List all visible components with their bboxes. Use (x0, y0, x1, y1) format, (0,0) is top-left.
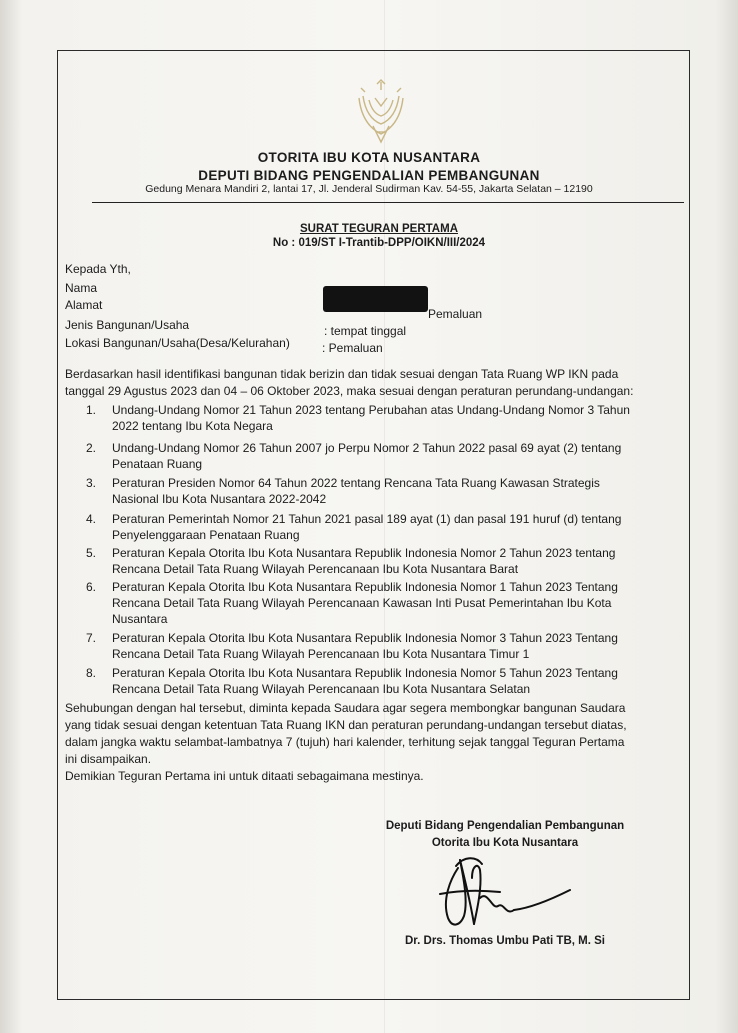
list-number: 6. (86, 580, 97, 594)
department-name: DEPUTI BIDANG PENGENDALIAN PEMBANGUNAN (198, 168, 540, 183)
closing-line-4: ini disampaikan. (65, 752, 152, 766)
list-text: Peraturan Kepala Otorita Ibu Kota Nusantara Republik Indonesia Nomor 5 Tahun 2023 Tentang (112, 666, 618, 680)
list-text: Penyelenggaraan Penataan Ruang (112, 528, 300, 542)
signer-name: Dr. Drs. Thomas Umbu Pati TB, M. Si (404, 935, 605, 947)
recipient-greeting: Kepada Yth, (65, 262, 131, 276)
garuda-emblem-icon (355, 76, 407, 148)
list-text: Peraturan Kepala Otorita Ibu Kota Nusantara Republik Indonesia Nomor 3 Tahun 2023 Tentang (112, 631, 618, 645)
letter-number: No : 019/ST I-Trantib-DPP/OIKN/III/2024 (272, 237, 486, 249)
list-text: 2022 tentang Ibu Kota Negara (112, 419, 273, 433)
list-number: 8. (86, 666, 97, 680)
list-text: Peraturan Presiden Nomor 64 Tahun 2022 tentang Rencana Tata Ruang Kawasan Strategis (112, 476, 600, 490)
list-text: Peraturan Kepala Otorita Ibu Kota Nusantara Republik Indonesia Nomor 2 Tahun 2023 tentang (112, 546, 616, 560)
list-text: Rencana Detail Tata Ruang Wilayah Perencanaan Ibu Kota Nusantara Barat (112, 562, 519, 576)
redacted-block (323, 286, 428, 312)
building-type-label: Jenis Bangunan/Usaha (65, 318, 190, 332)
closing-line-1: Sehubungan dengan hal tersebut, diminta kepada Saudara agar segera membongkar bangunan Saudara (65, 701, 626, 715)
list-number: 3. (86, 476, 97, 490)
list-text: Rencana Detail Tata Ruang Wilayah Perencanaan Ibu Kota Nusantara Timur 1 (112, 647, 530, 661)
address-label: Alamat (65, 298, 103, 312)
location-label: Lokasi Bangunan/Usaha(Desa/Kelurahan) (65, 336, 290, 350)
list-number: 5. (86, 546, 97, 560)
list-text: Nasional Ibu Kota Nusantara 2022-2042 (112, 492, 327, 506)
address-value: Pemaluan (428, 307, 483, 321)
list-text: Peraturan Pemerintah Nomor 21 Tahun 2021 pasal 189 ayat (1) dan pasal 191 huruf (d) tentang (112, 512, 622, 526)
list-text: Peraturan Kepala Otorita Ibu Kota Nusantara Republik Indonesia Nomor 1 Tahun 2023 Tentang (112, 580, 618, 594)
list-text: Nusantara (112, 612, 168, 626)
list-number: 2. (86, 441, 97, 455)
handwritten-signature (430, 850, 580, 940)
building-type-value: : tempat tinggal (324, 324, 407, 338)
letter-title: SURAT TEGURAN PERTAMA (299, 223, 458, 235)
closing-line-3: dalam jangka waktu selambat-lambatnya 7 (tujuh) hari kalender, terhitung sejak tanggal Teguran Pertama (65, 735, 625, 749)
list-text: Undang-Undang Nomor 21 Tahun 2023 tentang Perubahan atas Undang-Undang Nomor 3 Tahun (112, 403, 630, 417)
closing-line-5: Demikian Teguran Pertama ini untuk ditaati sebagaimana mestinya. (65, 769, 424, 783)
signer-organization: Otorita Ibu Kota Nusantara (431, 837, 579, 849)
org-name: OTORITA IBU KOTA NUSANTARA (257, 150, 481, 165)
signer-position: Deputi Bidang Pengendalian Pembangunan (385, 820, 625, 832)
list-text: Penataan Ruang (112, 457, 203, 471)
location-value: : Pemaluan (322, 341, 383, 355)
list-text: Undang-Undang Nomor 26 Tahun 2007 jo Perpu Nomor 2 Tahun 2022 pasal 69 ayat (2) tentang (112, 441, 622, 455)
intro-line-1: Berdasarkan hasil identifikasi bangunan tidak berizin dan tidak sesuai dengan Tata Ruang WP IKN pada (65, 367, 619, 381)
list-number: 4. (86, 512, 97, 526)
list-text: Rencana Detail Tata Ruang Wilayah Perencanaan Ibu Kota Nusantara Selatan (112, 682, 531, 696)
closing-line-2: yang tidak sesuai dengan ketentuan Tata Ruang IKN dan peraturan perundang-undangan tersebut diatas, (65, 718, 627, 732)
header-divider (92, 202, 684, 203)
org-address: Gedung Menara Mandiri 2, lantai 17, Jl. Jenderal Sudirman Kav. 54-55, Jakarta Selatan – 12190 (145, 183, 593, 195)
intro-line-2: tanggal 29 Agustus 2023 dan 04 – 06 Oktober 2023, maka sesuai dengan peraturan perundang-undangan: (65, 384, 634, 398)
name-label: Nama (65, 281, 98, 295)
list-number: 1. (86, 403, 97, 417)
list-text: Rencana Detail Tata Ruang Wilayah Perencanaan Kawasan Inti Pusat Pemerintahan Ibu Kota (112, 596, 612, 610)
list-number: 7. (86, 631, 97, 645)
